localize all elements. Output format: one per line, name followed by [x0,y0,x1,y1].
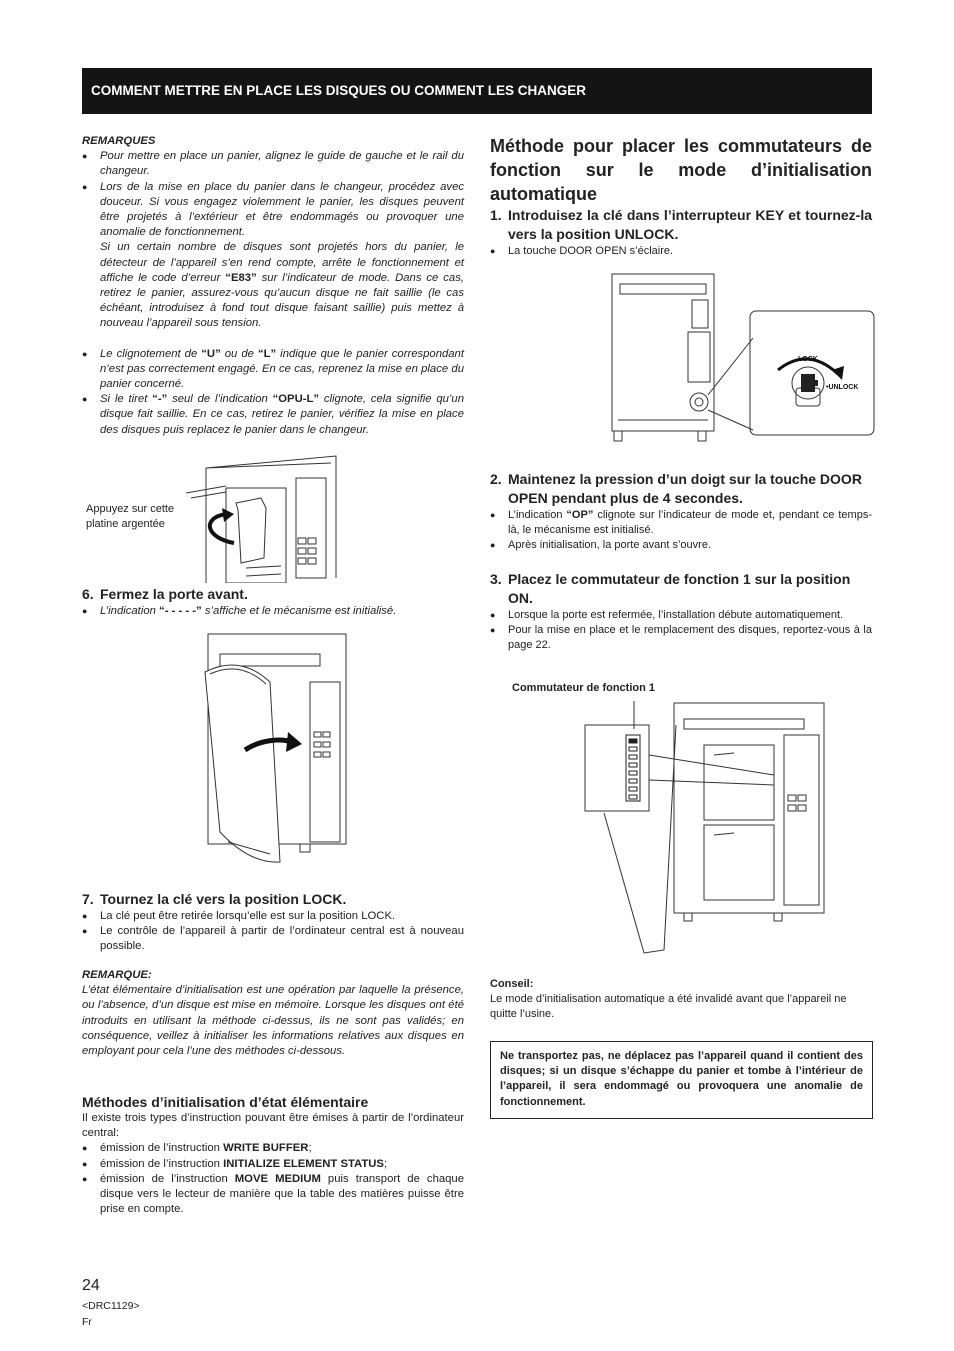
push-arrow-icon [210,514,234,543]
step-2 [490,470,872,554]
changer-unit-key-illustration [608,270,878,455]
function-switch-label: Commutateur de fonction 1 [512,682,656,694]
step-1-bullet: ● La touche DOOR OPEN s’éclaire. [490,244,872,259]
changer-basket-illustration [186,448,346,583]
remarque-text: L’état élémentaire d’initialisation est une opération par laquelle la présence, ou l’absence, d’un disque est mise en mémoire. Lorsque les disques ont été introduits en utilisant la méthode ci-dessus, ils ne sont pas validés; en conséquence, veillez à initialiser les informations relatives aux disques en employant pour cela l’une des méthodes ci-dessous. [82,984,464,1058]
conseil-heading: Conseil: [490,978,534,990]
doc-code: <DRC1129> [82,1300,140,1312]
section-header [82,68,872,114]
step-1-title: 1. Introduisez la clé dans l’interrupteur KEY et tournez-la vers la position UNLOCK. [490,207,872,242]
left-column [82,134,464,438]
step-2-title: 2. Maintenez la pression d’un doigt sur la touche DOOR OPEN pendant plus de 4 secondes. [490,471,862,506]
front-door-closing-illustration [200,632,350,877]
step-6 [82,585,464,619]
step-2-bullet: ● L’indication “OP” clignote sur l’indicateur de mode et, pendant ce temps-là, le mécanisme est initialisé. [490,508,872,538]
language-code: Fr [82,1316,92,1328]
step-3 [490,570,872,654]
step-7-bullet: ● La clé peut être retirée lorsqu’elle est sur la position LOCK. [82,909,464,924]
remarque-item: ● Lors de la mise en place du panier dans le changeur, procédez avec douceur. Si vous engagez violemment le panier, les disques peuvent être projetés à l’extérieur et être endommagés ou provoquer une anomalie de fonctionnement. Si un certain nombre de disques sont projetés hors du panier, le détecteur de l’appareil s’en rend compte, arrête le fonctionnement et affiche le code d’erreur “E83” sur l’indicateur de mode. Dans ce cas, retirez le panier, assurez-vous qu’aucun disque ne fait saillie (le cas échéant, introduisez à fond tout disque faisant saillie) puis mettez à nouveau l’appareil sous tension. [82,180,464,332]
methods-block [82,1093,464,1217]
step-3-title: 3. Placez le commutateur de fonction 1 sur la position ON. [490,571,851,606]
dip-switch-icon [626,735,640,801]
warning-box: Ne transportez pas, ne déplacez pas l’appareil quand il contient des disques; si un disque s’échappe du panier et tombe à l’intérieur de l’appareil, il sera endommagé ou provoquera une anomalie de fonctionnement. [490,1041,873,1119]
section-title: COMMENT METTRE EN PLACE LES DISQUES OU COMMENT LES CHANGER [91,83,587,98]
lock-label: LOCK [798,356,818,363]
remarque-heading: REMARQUE: [82,969,152,981]
conseil-text: Le mode d’initialisation automatique a été invalidé avant que l’appareil ne quitte l’usine. [490,993,847,1021]
method-item: ● émission de l’instruction MOVE MEDIUM puis transport de chaque disque vers le lecteur de manière que la table des matières puisse être prise en compte. [82,1172,464,1218]
step-3-bullet: ● Lorsque la porte est refermée, l’installation débute automatiquement. [490,608,872,623]
remarques-heading: REMARQUES [82,135,156,147]
remarque-item: ● Le clignotement de “U” ou de “L” indique que le panier correspondant n’est pas correctement engagé. En ce cas, reprenez la mise en place du panier concerné. [82,347,464,393]
step-7 [82,890,464,955]
step-7-bullet: ● Le contrôle de l’appareil à partir de l’ordinateur central est à nouveau possible. [82,924,464,954]
unlock-label: •UNLOCK [826,384,859,391]
step-7-title: 7. Tournez la clé vers la position LOCK. [82,891,347,907]
step-2-bullet: ● Après initialisation, la porte avant s’ouvre. [490,538,872,553]
methods-intro: Il existe trois types d’instruction pouvant être émises à partir de l’ordinateur central: [82,1112,464,1140]
method-item: ● émission de l’instruction WRITE BUFFER; [82,1141,464,1156]
page-number: 24 [82,1277,100,1294]
key-icon [801,374,818,392]
step-6-bullet: ● L’indication “- - - - -” s’affiche et le mécanisme est initialisé. [82,604,464,619]
right-column [490,134,872,259]
method-item: ● émission de l’instruction INITIALIZE ELEMENT STATUS; [82,1157,464,1172]
right-title: Méthode pour placer les commutateurs de fonction sur le mode d’initialisation automatique [490,136,872,204]
remarque-block [82,968,464,1059]
methods-heading: Méthodes d’initialisation d’état élémentaire [82,1094,369,1110]
step-3-bullet: ● Pour la mise en place et le remplacement des disques, reportez-vous à la page 22. [490,623,872,653]
remarque-item: ● Pour mettre en place un panier, alignez le guide de gauche et le rail du changeur. [82,149,464,179]
remarque-item: ● Si le tiret “-” seul de l’indication “OPU-L” clignote, cela signifie qu’un disque fait saillie. En ce cas, retirez le panier, vérifiez la mise en place des disques puis replacez le panier dans le changeur. [82,392,464,438]
function-switch-illustration [584,695,829,970]
figure-caption: Appuyez sur cette platine argentée [86,503,175,530]
step-6-title: 6. Fermez la porte avant. [82,586,248,602]
conseil-block [490,977,872,1023]
